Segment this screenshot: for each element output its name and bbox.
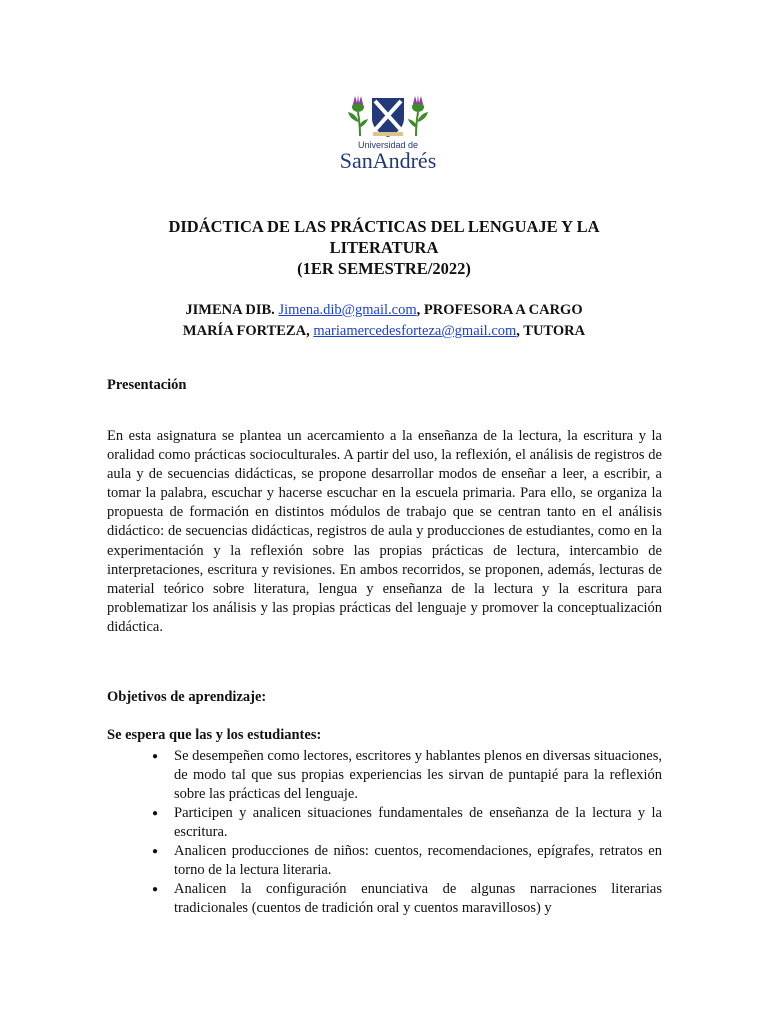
list-item: ● Analicen la configuración enunciativa de algunas narraciones literarias tradicionales (cuentos de tradición oral y cuentos maravillosos) y (150, 880, 662, 918)
course-title (120, 216, 648, 279)
staff-block (110, 300, 658, 342)
course-semester: (1ER SEMESTRE/2022) (297, 259, 471, 278)
presentacion-paragraph: En esta asignatura se plantea un acercamiento a la enseñanza de la lectura, la escritura y la oralidad como prácticas socioculturales. A partir del uso, la reflexión, el análisis de registros de aula y de secuencias didácticas, se propone desarrollar modos de enseñar a leer, a escribir, a tomar la palabra, escuchar y hacerse escuchar en la escuela primaria. Para ello, se organiza la propuesta de formación en distintos módulos de trabajo que se centran tanto en el análisis didáctico: de secuencias didácticas, registros de aula y producciones de estudiantes, como en la experimentación y la reflexión sobre las propias prácticas de lectura, intercambio de interpretaciones, escritura y revisiones. En ambos recorridos, se proponen, además, lecturas de material teórico sobre literatura, lengua y enseñanza de la lectura y la escritura para problematizar los análisis y las propias prácticas del lenguaje y promover la conceptualización didáctica. (107, 428, 662, 635)
course-title-line-2: LITERATURA (329, 238, 439, 257)
list-item: ● Analicen producciones de niños: cuentos, recomendaciones, epígrafes, retratos en torno de la lectura literaria. (150, 842, 662, 880)
staff-line-professor (110, 300, 658, 321)
section-heading-objetivos: Objetivos de aprendizaje: (107, 689, 267, 705)
tutor-name: MARÍA FORTEZA, (182, 323, 310, 339)
tutor-role: , TUTORA (516, 323, 586, 339)
professor-email-link[interactable]: Jimena.dib@gmail.com (278, 302, 417, 318)
tutor-email-link[interactable]: mariamercedesforteza@gmail.com (313, 323, 517, 339)
staff-line-tutor (110, 321, 658, 342)
list-item: ● Participen y analicen situaciones fundamentales de enseñanza de la lectura y la escritura. (150, 804, 662, 842)
university-name-small: Universidad de (357, 140, 419, 150)
objetivos-intro: Se espera que las y los estudiantes: (107, 727, 322, 743)
objetivos-list (150, 747, 662, 918)
university-name-large: SanAndrés (339, 148, 437, 173)
section-heading-presentacion: Presentación (107, 377, 187, 393)
professor-role: , PROFESORA A CARGO (416, 302, 583, 318)
left-thistle-icon (348, 95, 368, 136)
university-logo (330, 92, 446, 184)
list-item: ● Se desempeñen como lectores, escritores y hablantes plenos en diversas situaciones, de modo tal que sus propias experiencias les sirvan de puntapié para la reflexión sobre las prácticas del lenguaje. (150, 747, 662, 804)
shield-icon (372, 98, 404, 137)
university-crest-icon (346, 92, 430, 140)
right-thistle-icon (408, 95, 428, 136)
professor-name: JIMENA DIB. (185, 302, 275, 318)
course-title-line-1: DIDÁCTICA DE LAS PRÁCTICAS DEL LENGUAJE Y LA (168, 217, 600, 236)
